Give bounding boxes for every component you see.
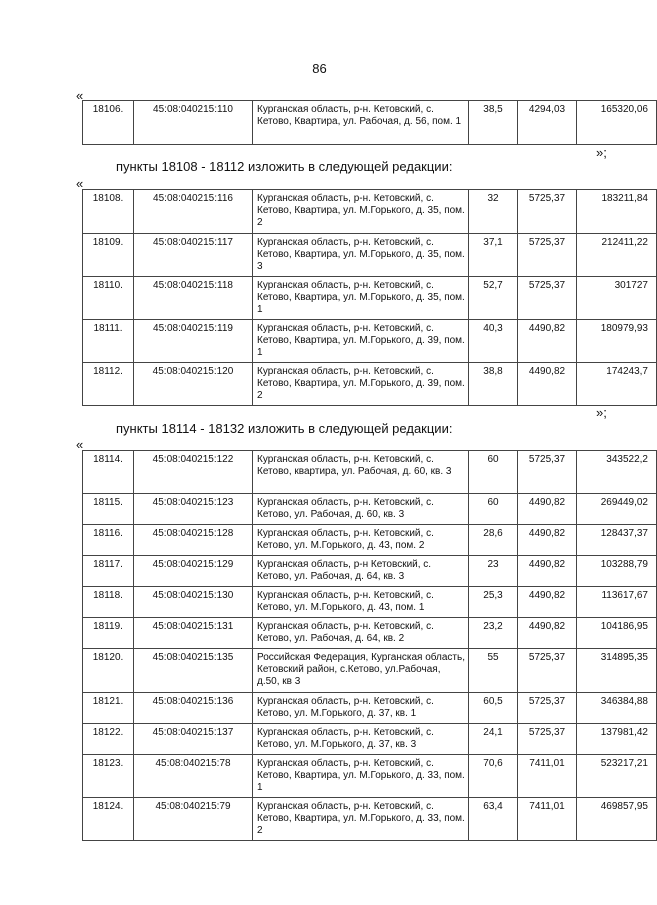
- address-cell: Курганская область, р-н. Кетовский, с. Кетово, ул. М.Горького, д. 43, пом. 2: [253, 525, 469, 556]
- cadastral-value-cell: 269449,02: [577, 494, 657, 525]
- address-cell: Курганская область, р-н. Кетовский, с. Кетово, квартира, ул. Рабочая, д. 60, кв. 3: [253, 451, 469, 494]
- cadastral-value-cell: 174243,7: [577, 363, 657, 406]
- row-number-cell: 18110.: [83, 277, 134, 320]
- area-cell: 38,8: [469, 363, 518, 406]
- row-number-cell: 18119.: [83, 618, 134, 649]
- table-row: [83, 798, 657, 841]
- row-number-cell: 18118.: [83, 587, 134, 618]
- cadastral-number-cell: 45:08:040215:119: [134, 320, 253, 363]
- address-cell: Курганская область, р-н. Кетовский, с. Кетово, ул. М.Горького, д. 43, пом. 1: [253, 587, 469, 618]
- rate-cell: 4490,82: [518, 587, 577, 618]
- open-quote: «: [76, 88, 84, 103]
- address-cell: Курганская область, р-н. Кетовский, с. Кетово, ул. Рабочая, д. 64, кв. 2: [253, 618, 469, 649]
- address-cell: Курганская область, р-н. Кетовский, с. Кетово, Квартира, ул. М.Горького, д. 33, пом. 1: [253, 755, 469, 798]
- rate-cell: 4490,82: [518, 494, 577, 525]
- cadastral-number-cell: 45:08:040215:136: [134, 693, 253, 724]
- row-number-cell: 18117.: [83, 556, 134, 587]
- table-row: [83, 320, 657, 363]
- section-intro: пункты 18108 - 18112 изложить в следующей редакции:: [116, 159, 453, 174]
- area-cell: 70,6: [469, 755, 518, 798]
- area-cell: 60: [469, 451, 518, 494]
- cadastral-number-cell: 45:08:040215:116: [134, 190, 253, 234]
- cadastral-number-cell: 45:08:040215:118: [134, 277, 253, 320]
- cadastral-value-cell: 180979,93: [577, 320, 657, 363]
- address-cell: Курганская область, р-н. Кетовский, с. Кетово, Квартира, ул. М.Горького, д. 33, пом. 2: [253, 798, 469, 841]
- address-cell: Курганская область, р-н. Кетовский, с. Кетово, Квартира, ул. Рабочая, д. 56, пом. 1: [253, 101, 469, 145]
- table-row: [83, 724, 657, 755]
- cadastral-number-cell: 45:08:040215:129: [134, 556, 253, 587]
- property-table-2: [82, 189, 657, 406]
- cadastral-number-cell: 45:08:040215:137: [134, 724, 253, 755]
- cadastral-value-cell: 346384,88: [577, 693, 657, 724]
- cadastral-value-cell: 165320,06: [577, 101, 657, 145]
- address-cell: Курганская область, р-н Кетовский, с. Кетово, ул. Рабочая, д. 64, кв. 3: [253, 556, 469, 587]
- cadastral-value-cell: 523217,21: [577, 755, 657, 798]
- cadastral-value-cell: 301727: [577, 277, 657, 320]
- section-intro: пункты 18114 - 18132 изложить в следующей редакции:: [116, 421, 453, 436]
- row-number-cell: 18120.: [83, 649, 134, 693]
- table-row: [83, 101, 657, 145]
- rate-cell: 7411,01: [518, 755, 577, 798]
- cadastral-value-cell: 183211,84: [577, 190, 657, 234]
- rate-cell: 5725,37: [518, 190, 577, 234]
- table-row: [83, 556, 657, 587]
- area-cell: 25,3: [469, 587, 518, 618]
- address-cell: Курганская область, р-н. Кетовский, с. Кетово, Квартира, ул. М.Горького, д. 35, пом. 2: [253, 190, 469, 234]
- table-row: [83, 190, 657, 234]
- address-cell: Курганская область, р-н. Кетовский, с. Кетово, Квартира, ул. М.Горького, д. 35, пом. 3: [253, 234, 469, 277]
- cadastral-number-cell: 45:08:040215:110: [134, 101, 253, 145]
- area-cell: 55: [469, 649, 518, 693]
- table-row: [83, 451, 657, 494]
- open-quote: «: [76, 437, 84, 452]
- row-number-cell: 18112.: [83, 363, 134, 406]
- table-row: [83, 525, 657, 556]
- cadastral-value-cell: 212411,22: [577, 234, 657, 277]
- rate-cell: 5725,37: [518, 234, 577, 277]
- row-number-cell: 18121.: [83, 693, 134, 724]
- cadastral-number-cell: 45:08:040215:79: [134, 798, 253, 841]
- row-number-cell: 18114.: [83, 451, 134, 494]
- property-table-3: [82, 450, 657, 841]
- rate-cell: 5725,37: [518, 451, 577, 494]
- rate-cell: 5725,37: [518, 693, 577, 724]
- area-cell: 28,6: [469, 525, 518, 556]
- table-row: [83, 649, 657, 693]
- rate-cell: 5725,37: [518, 724, 577, 755]
- area-cell: 63,4: [469, 798, 518, 841]
- area-cell: 40,3: [469, 320, 518, 363]
- rate-cell: 5725,37: [518, 277, 577, 320]
- rate-cell: 4294,03: [518, 101, 577, 145]
- page-number: 86: [312, 61, 327, 76]
- row-number-cell: 18116.: [83, 525, 134, 556]
- table-row: [83, 618, 657, 649]
- cadastral-value-cell: 343522,2: [577, 451, 657, 494]
- rate-cell: 4490,82: [518, 320, 577, 363]
- area-cell: 60: [469, 494, 518, 525]
- row-number-cell: 18115.: [83, 494, 134, 525]
- table-row: [83, 234, 657, 277]
- address-cell: Курганская область, р-н. Кетовский, с. Кетово, ул. Рабочая, д. 60, кв. 3: [253, 494, 469, 525]
- close-quote: »;: [596, 405, 607, 420]
- table-row: [83, 693, 657, 724]
- table-row: [83, 363, 657, 406]
- area-cell: 60,5: [469, 693, 518, 724]
- cadastral-number-cell: 45:08:040215:120: [134, 363, 253, 406]
- row-number-cell: 18109.: [83, 234, 134, 277]
- cadastral-number-cell: 45:08:040215:123: [134, 494, 253, 525]
- address-cell: Курганская область, р-н. Кетовский, с. Кетово, Квартира, ул. М.Горького, д. 39, пом. 2: [253, 363, 469, 406]
- row-number-cell: 18123.: [83, 755, 134, 798]
- cadastral-number-cell: 45:08:040215:130: [134, 587, 253, 618]
- cadastral-value-cell: 103288,79: [577, 556, 657, 587]
- table-row: [83, 587, 657, 618]
- cadastral-value-cell: 469857,95: [577, 798, 657, 841]
- address-cell: Курганская область, р-н. Кетовский, с. Кетово, ул. М.Горького, д. 37, кв. 1: [253, 693, 469, 724]
- area-cell: 52,7: [469, 277, 518, 320]
- table-row: [83, 277, 657, 320]
- rate-cell: 4490,82: [518, 556, 577, 587]
- table-row: [83, 755, 657, 798]
- cadastral-value-cell: 104186,95: [577, 618, 657, 649]
- cadastral-number-cell: 45:08:040215:131: [134, 618, 253, 649]
- cadastral-value-cell: 314895,35: [577, 649, 657, 693]
- row-number-cell: 18111.: [83, 320, 134, 363]
- row-number-cell: 18124.: [83, 798, 134, 841]
- address-cell: Российская Федерация, Курганская область, Кетовский район, с.Кетово, ул.Рабочая, д.50, кв 3: [253, 649, 469, 693]
- area-cell: 38,5: [469, 101, 518, 145]
- cadastral-value-cell: 113617,67: [577, 587, 657, 618]
- open-quote: «: [76, 176, 84, 191]
- row-number-cell: 18106.: [83, 101, 134, 145]
- area-cell: 23,2: [469, 618, 518, 649]
- table-row: [83, 494, 657, 525]
- address-cell: Курганская область, р-н. Кетовский, с. Кетово, ул. М.Горького, д. 37, кв. 3: [253, 724, 469, 755]
- address-cell: Курганская область, р-н. Кетовский, с. Кетово, Квартира, ул. М.Горького, д. 39, пом. 1: [253, 320, 469, 363]
- property-table-1: [82, 100, 657, 145]
- close-quote: »;: [596, 145, 607, 160]
- cadastral-number-cell: 45:08:040215:117: [134, 234, 253, 277]
- rate-cell: 7411,01: [518, 798, 577, 841]
- area-cell: 32: [469, 190, 518, 234]
- address-cell: Курганская область, р-н. Кетовский, с. Кетово, Квартира, ул. М.Горького, д. 35, пом. 1: [253, 277, 469, 320]
- area-cell: 24,1: [469, 724, 518, 755]
- cadastral-number-cell: 45:08:040215:135: [134, 649, 253, 693]
- cadastral-value-cell: 137981,42: [577, 724, 657, 755]
- rate-cell: 4490,82: [518, 363, 577, 406]
- rate-cell: 4490,82: [518, 525, 577, 556]
- cadastral-number-cell: 45:08:040215:128: [134, 525, 253, 556]
- area-cell: 23: [469, 556, 518, 587]
- area-cell: 37,1: [469, 234, 518, 277]
- cadastral-number-cell: 45:08:040215:78: [134, 755, 253, 798]
- cadastral-value-cell: 128437,37: [577, 525, 657, 556]
- rate-cell: 5725,37: [518, 649, 577, 693]
- rate-cell: 4490,82: [518, 618, 577, 649]
- row-number-cell: 18108.: [83, 190, 134, 234]
- cadastral-number-cell: 45:08:040215:122: [134, 451, 253, 494]
- row-number-cell: 18122.: [83, 724, 134, 755]
